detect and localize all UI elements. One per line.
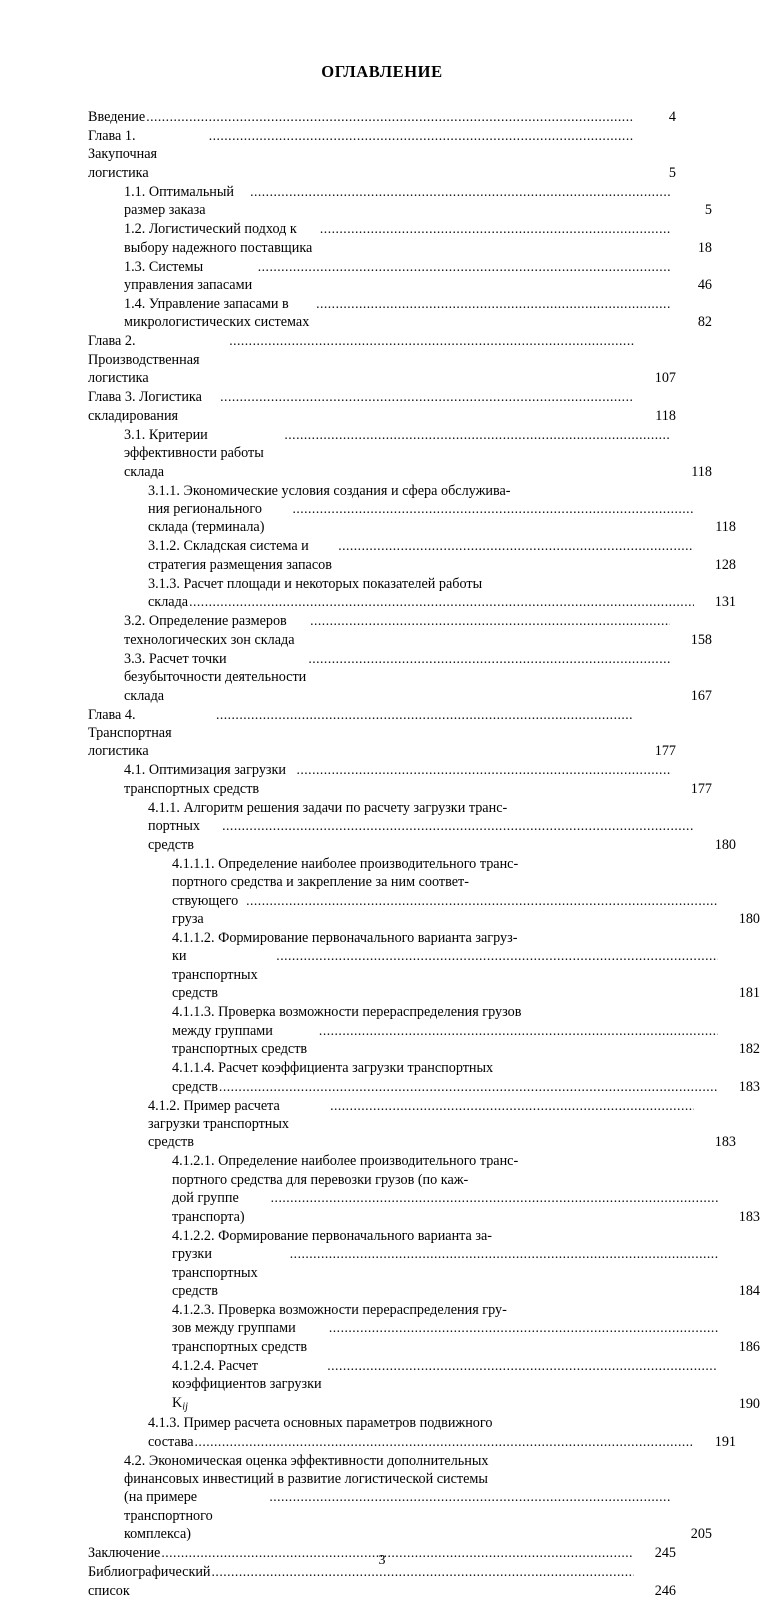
toc-page-number: 177 (654, 743, 676, 760)
toc-page-number: 246 (654, 1582, 676, 1599)
dot-leader (329, 1321, 718, 1335)
dot-leader (216, 708, 634, 722)
toc-entry-label: Введение (88, 109, 146, 125)
toc-entry[interactable] (172, 1003, 760, 1058)
toc-entry-label: средств (172, 1078, 218, 1095)
math-subscript: ij (182, 1401, 188, 1413)
dot-leader (146, 110, 634, 124)
dot-leader (319, 1024, 718, 1038)
toc-entry-label: портных средств (148, 818, 204, 853)
table-of-contents (88, 108, 760, 1600)
dot-leader (290, 1247, 718, 1261)
toc-entry[interactable] (148, 537, 736, 574)
toc-entry-label: ки транспортных средств (172, 948, 262, 1002)
toc-entry[interactable] (124, 258, 712, 295)
toc-entry-line: 4.1.1. Алгоритм решения задачи по расчету загрузки транс- (148, 799, 508, 816)
toc-page-number: 158 (690, 631, 712, 648)
toc-entry-line: портного средства и закрепление за ним соответ- (172, 874, 469, 891)
toc-page-number: 118 (715, 519, 736, 536)
toc-page-number: 180 (738, 910, 760, 927)
toc-page-number: 46 (697, 277, 712, 294)
toc-page-number: 186 (738, 1338, 760, 1355)
toc-entry-line: 4.1.3. Пример расчета основных параметров подвижного (148, 1415, 493, 1432)
toc-entry-label: ствующего груза (172, 892, 242, 927)
toc-page-number: 18 (697, 239, 712, 256)
toc-entry-line: 4.2. Экономическая оценка эффективности дополнительных (124, 1452, 489, 1469)
toc-entry-line: 4.1.2.2. Формирование первоначального варианта за- (172, 1227, 493, 1244)
toc-entry[interactable] (88, 388, 676, 425)
toc-entry-line: 3.1.3. Расчет площади и некоторых показателей работы (148, 575, 483, 592)
toc-entry[interactable] (172, 855, 760, 929)
toc-entry-label: состава (148, 1433, 194, 1450)
dot-leader (246, 894, 718, 908)
toc-page-number: 184 (738, 1283, 760, 1300)
dot-leader (189, 595, 694, 609)
toc-entry-label: 1.3. Системы управления запасами (124, 258, 253, 294)
toc-entry-label: 4.1. Оптимизация загрузки транспортных средств (124, 762, 290, 797)
dot-leader (327, 1359, 718, 1373)
dot-leader (296, 763, 670, 777)
toc-entry-label: между группами транспортных средств (172, 1022, 308, 1058)
toc-entry-label: 1.4. Управление запасами в микрологистических системах (124, 296, 310, 331)
dot-leader (229, 334, 634, 348)
dot-leader (338, 539, 694, 553)
page-folio: 3 (378, 1552, 386, 1568)
dot-leader (222, 819, 694, 833)
toc-page-number: 191 (714, 1433, 736, 1450)
dot-leader (209, 129, 634, 143)
toc-entry-label: Глава 2. Производственная логистика (88, 333, 204, 387)
toc-entry[interactable] (172, 1301, 760, 1356)
toc-entry[interactable] (88, 108, 676, 126)
toc-entry-line: 4.1.2.1. Определение наиболее производительного транс- (172, 1153, 519, 1170)
toc-entry[interactable] (88, 332, 676, 387)
toc-entry[interactable] (172, 1152, 760, 1226)
dot-leader (284, 428, 670, 442)
toc-page-number: 118 (691, 463, 712, 480)
toc-page-number: 131 (714, 594, 736, 611)
toc-entry-label: зов между группами транспортных средств (172, 1320, 308, 1355)
toc-entry[interactable] (148, 1414, 736, 1451)
toc-page-number: 183 (738, 1078, 760, 1095)
toc-entry-label: 4.1.2. Пример расчета загрузки транспортных средств (148, 1097, 293, 1151)
dot-leader (271, 1191, 718, 1205)
toc-entry-line: 4.1.1.3. Проверка возможности перераспределения грузов (172, 1004, 522, 1021)
toc-entry-label: 3.1.2. Складская система и стратегия размещения запасов (148, 538, 332, 573)
dot-leader (316, 297, 670, 311)
dot-leader (310, 614, 670, 628)
dot-leader (195, 1435, 694, 1449)
dot-leader (269, 1490, 670, 1504)
toc-entry[interactable] (172, 929, 760, 1003)
toc-page-number: 182 (738, 1041, 760, 1058)
toc-entry[interactable] (124, 761, 712, 798)
toc-entry-label: ния регионального склада (терминала) (148, 501, 266, 536)
toc-entry[interactable] (148, 799, 736, 854)
toc-entry-label: 1.1. Оптимальный размер заказа (124, 183, 238, 219)
dot-leader (330, 1099, 694, 1113)
toc-entry-label: 1.2. Логистический подход к выбору надежного поставщика (124, 221, 313, 256)
toc-page-number: 190 (738, 1396, 760, 1413)
toc-entry[interactable] (124, 295, 712, 332)
toc-entry[interactable] (148, 482, 736, 537)
toc-entry-line: 4.1.1.1. Определение наиболее производительного транс- (172, 855, 519, 872)
toc-page-number: 82 (697, 314, 712, 331)
toc-entry-label: Глава 1. Закупочная логистика (88, 127, 161, 181)
toc-page-number: 107 (654, 370, 676, 387)
dot-leader (219, 1080, 718, 1094)
toc-entry-line: 3.1.1. Экономические условия создания и сфера обслужива- (148, 482, 511, 499)
toc-entry[interactable] (124, 1452, 712, 1544)
toc-entry-line: 4.1.1.2. Формирование первоначального варианта загруз- (172, 929, 518, 946)
toc-page-number: 4 (668, 109, 676, 125)
toc-entry[interactable] (148, 1097, 736, 1152)
toc-entry-label: Глава 3. Логистика складирования (88, 389, 206, 424)
toc-entry[interactable] (88, 706, 676, 761)
toc-page-number: 118 (655, 407, 676, 424)
toc-entry-label: (на примере транспортного комплекса) (124, 1489, 217, 1543)
toc-entry[interactable] (148, 575, 736, 612)
toc-entry[interactable] (124, 220, 712, 257)
toc-entry-line: финансовых инвестиций в развитие логистической системы (124, 1470, 488, 1487)
toc-entry-label: 4.1.2.4. Расчет коэффициентов загрузки $K_{ij}$ (172, 1357, 326, 1413)
toc-entry-line: 4.1.1.4. Расчет коэффициента загрузки транспортных (172, 1060, 494, 1077)
dot-leader (276, 949, 718, 963)
toc-entry[interactable] (88, 1563, 676, 1600)
toc-page-number: 5 (704, 202, 712, 219)
toc-page-number: 183 (714, 1134, 736, 1151)
toc-entry[interactable] (124, 650, 712, 705)
toc-entry[interactable] (124, 426, 712, 481)
toc-page-number: 181 (738, 985, 760, 1002)
toc-entry-label: 3.1. Критерии эффективности работы склада (124, 426, 268, 480)
toc-page-number: 167 (690, 687, 712, 704)
dot-leader (308, 652, 670, 666)
toc-entry-line: портного средства для перевозки грузов (по каж- (172, 1171, 469, 1188)
toc-page-number: 205 (690, 1526, 712, 1543)
toc-entry-label: Библиографический список (88, 1564, 218, 1599)
toc-entry-label: 3.2. Определение размеров технологических зон склада (124, 613, 295, 648)
toc-entry[interactable] (88, 127, 676, 182)
toc-page-number: 180 (714, 836, 736, 853)
toc-entry[interactable] (124, 183, 712, 220)
toc-page-number: 128 (714, 556, 736, 573)
toc-entry-label: 3.3. Расчет точки безубыточности деятельности склада (124, 650, 310, 704)
toc-entry-label: грузки транспортных средств (172, 1246, 262, 1300)
toc-entry-line: 4.1.2.3. Проверка возможности перераспределения гру- (172, 1302, 507, 1318)
toc-entry-label: дой группе транспорта) (172, 1190, 245, 1225)
toc-page-number: 5 (668, 164, 676, 181)
toc-entry-label: Заключение (88, 1545, 161, 1562)
toc-entry[interactable] (124, 612, 712, 649)
dot-leader (320, 222, 670, 236)
dot-leader (258, 260, 670, 274)
dot-leader (220, 390, 634, 404)
toc-entry[interactable] (172, 1357, 760, 1414)
page-title: ОГЛАВЛЕНИЕ (321, 62, 443, 81)
toc-page-number: 177 (690, 780, 712, 797)
toc-entry[interactable] (172, 1059, 760, 1096)
toc-entry-label: Глава 4. Транспортная логистика (88, 706, 176, 760)
toc-entry[interactable] (172, 1227, 760, 1301)
dot-leader (292, 502, 694, 516)
toc-entry-label: склада (148, 594, 189, 611)
dot-leader (250, 185, 670, 199)
toc-page-number: 245 (654, 1545, 676, 1562)
toc-page-number: 183 (738, 1208, 760, 1225)
